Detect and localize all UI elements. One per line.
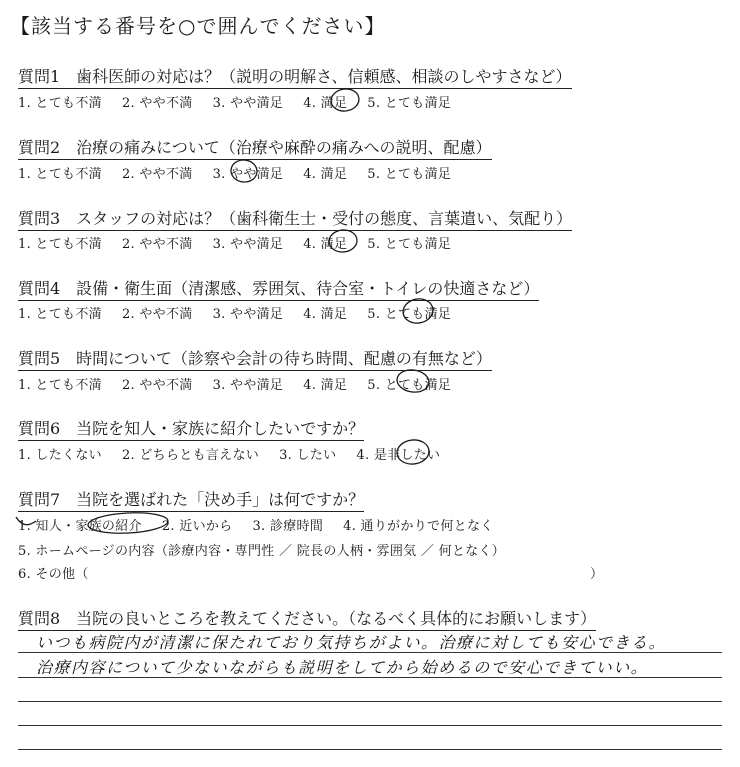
answer-line-2[interactable]: 治療内容について少ないながらも説明をしてから始めるので安心できていい。 — [36, 658, 649, 677]
q5-option-1[interactable]: 1. とても不満 — [18, 378, 102, 393]
answer-rule-1 — [18, 652, 722, 653]
q2-option-5[interactable]: 5. とても満足 — [367, 167, 452, 182]
survey-title: 【該当する番号を○で囲んでください】 — [10, 14, 386, 38]
q7-option-6-close: ） — [590, 567, 604, 582]
q1-option-4[interactable]: 4. 満足 — [303, 96, 348, 111]
q5-option-4[interactable]: 4. 満足 — [303, 378, 348, 393]
q7-option-2[interactable]: 2. 近いから — [161, 519, 233, 534]
q1-option-3[interactable]: 3. やや満足 — [212, 96, 284, 111]
question-8-title: 質問8 当院の良いところを教えてください。（なるべく具体的にお願いします） — [18, 606, 596, 631]
q3-option-4[interactable]: 4. 満足 — [303, 237, 348, 252]
q2-option-2[interactable]: 2. やや不満 — [121, 167, 193, 182]
q1-option-5[interactable]: 5. とても満足 — [367, 96, 452, 111]
question-4-options — [18, 303, 471, 322]
answer-rule-3 — [18, 701, 722, 702]
q4-option-4[interactable]: 4. 満足 — [303, 307, 348, 322]
answer-rule-4 — [18, 725, 722, 726]
q3-option-3[interactable]: 3. やや満足 — [212, 237, 284, 252]
q6-option-4[interactable]: 4. 是非したい — [356, 448, 441, 463]
q2-option-3[interactable]: 3. やや満足 — [212, 167, 284, 182]
question-4-title: 質問4 設備・衛生面（清潔感、雰囲気、待合室・トイレの快適さなど） — [18, 276, 539, 301]
q7-option-1[interactable]: 1. 知人・家族の紹介 — [18, 519, 142, 534]
question-7-options-row1 — [18, 515, 514, 534]
q7-option-6[interactable]: 6. その他（ — [18, 567, 89, 582]
answer-rule-5 — [18, 749, 722, 750]
question-7-title: 質問7 当院を選ばれた「決め手」は何ですか？ — [18, 487, 364, 512]
q6-option-1[interactable]: 1. したくない — [18, 448, 102, 463]
answer-rule-2 — [18, 677, 722, 678]
question-3-title: 質問3 スタッフの対応は？（歯科衛生士・受付の態度、言葉遣い、気配り） — [18, 206, 572, 231]
q2-option-4[interactable]: 4. 満足 — [303, 167, 348, 182]
q6-option-3[interactable]: 3. したい — [279, 448, 337, 463]
q4-option-2[interactable]: 2. やや不満 — [121, 307, 193, 322]
question-5-title: 質問5 時間について（診察や会計の待ち時間、配慮の有無など） — [18, 346, 492, 371]
q3-option-2[interactable]: 2. やや不満 — [121, 237, 193, 252]
question-2-options — [18, 163, 471, 182]
question-6-title: 質問6 当院を知人・家族に紹介したいですか？ — [18, 416, 364, 441]
question-1-options — [18, 92, 471, 111]
q4-option-3[interactable]: 3. やや満足 — [212, 307, 284, 322]
q3-option-5[interactable]: 5. とても満足 — [367, 237, 452, 252]
q5-option-2[interactable]: 2. やや不満 — [121, 378, 193, 393]
q6-option-2[interactable]: 2. どちらとも言えない — [121, 448, 260, 463]
question-2-title: 質問2 治療の痛みについて（治療や麻酔の痛みへの説明、配慮） — [18, 135, 492, 160]
q4-option-5[interactable]: 5. とても満足 — [367, 307, 452, 322]
answer-line-1[interactable]: いつも病院内が清潔に保たれており気持ちがよい。治療に対しても安心できる。 — [36, 633, 667, 652]
q5-option-5[interactable]: 5. とても満足 — [367, 378, 452, 393]
q7-option-5[interactable]: 5. ホームページの内容（診療内容・専門性 ／ 院長の人柄・雰囲気 ／ 何となく） — [18, 544, 506, 559]
q5-option-3[interactable]: 3. やや満足 — [212, 378, 284, 393]
q1-option-2[interactable]: 2. やや不満 — [121, 96, 193, 111]
question-5-options — [18, 374, 471, 393]
question-6-options — [18, 444, 460, 463]
q7-option-4[interactable]: 4. 通りがかりで何となく — [343, 519, 494, 534]
question-3-options — [18, 233, 471, 252]
q3-option-1[interactable]: 1. とても不満 — [18, 237, 102, 252]
q4-option-1[interactable]: 1. とても不満 — [18, 307, 102, 322]
q1-option-1[interactable]: 1. とても不満 — [18, 96, 102, 111]
q2-option-1[interactable]: 1. とても不満 — [18, 167, 102, 182]
question-1-title: 質問1 歯科医師の対応は？（説明の明解さ、信頼感、相談のしやすさなど） — [18, 64, 572, 89]
q7-option-3[interactable]: 3. 診療時間 — [252, 519, 324, 534]
